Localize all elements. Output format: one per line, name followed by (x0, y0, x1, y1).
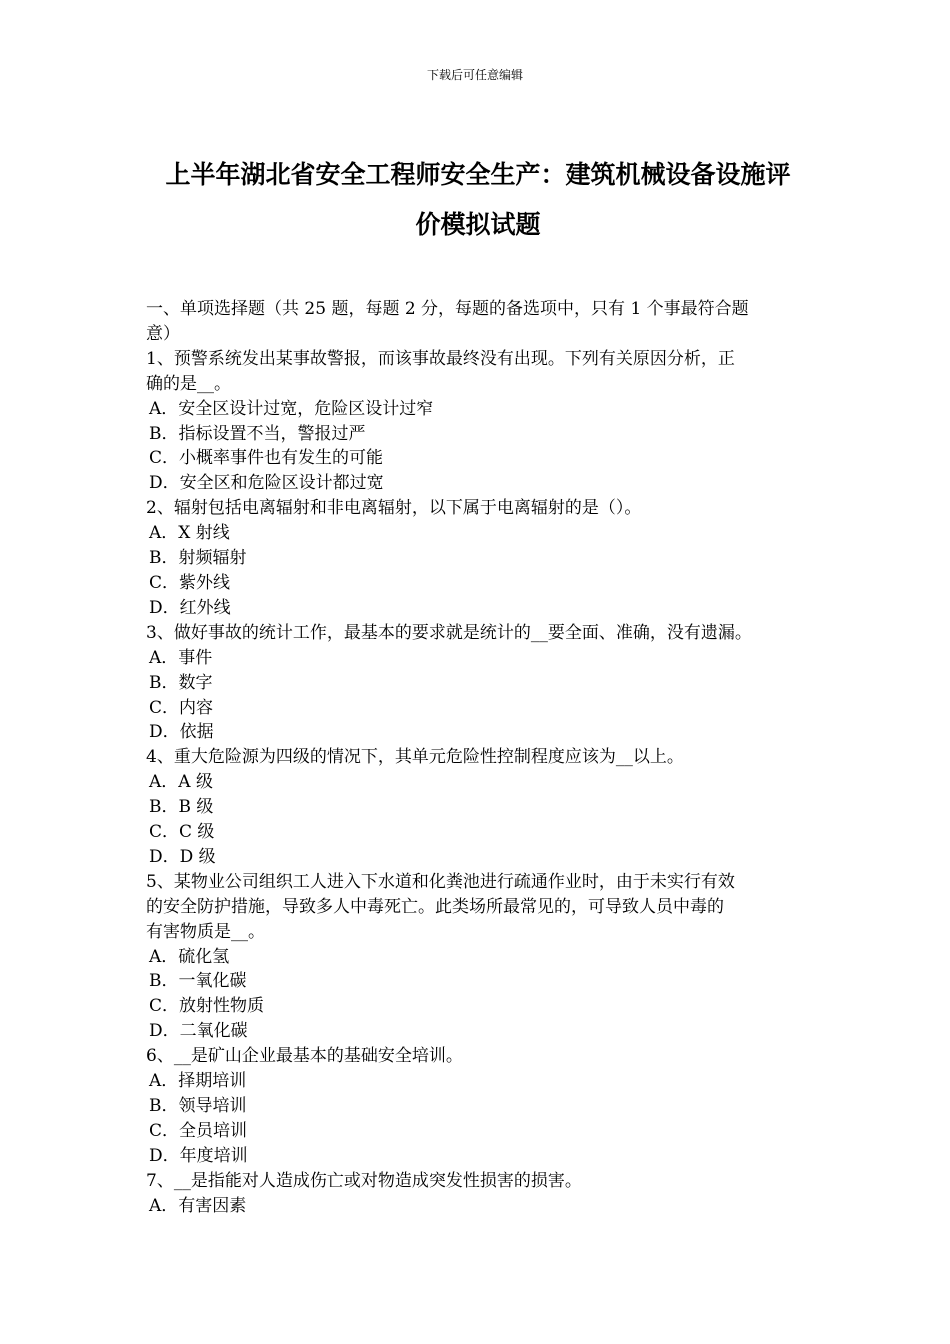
option-b: B．一氧化碳 (149, 971, 247, 992)
option-b: B．指标设置不当，警报过严 (149, 423, 366, 444)
option-d: D．年度培训 (149, 1145, 248, 1166)
option-a: A．有害因素 (149, 1195, 247, 1216)
option-c: C．C 级 (149, 822, 215, 843)
option-b: B．数字 (149, 672, 213, 693)
question-text-line: 1、预警系统发出某事故警报，而该事故最终没有出现。下列有关原因分析，正 (146, 348, 735, 369)
question-2 (146, 496, 816, 621)
header-note: 下载后可任意编辑 (426, 68, 523, 82)
option-d: D．安全区和危险区设计都过宽 (149, 473, 384, 494)
section-heading-line-2: 意） (146, 323, 180, 344)
option-a: A．安全区设计过宽，危险区设计过窄 (149, 398, 434, 419)
title-line-2: 价模拟试题 (415, 210, 541, 239)
question-6 (146, 1044, 816, 1169)
question-4 (146, 745, 816, 870)
section-heading-line-1: 一、单项选择题（共 25 题，每题 2 分，每题的备选项中，只有 1 个事最符合题 (146, 299, 749, 319)
option-a: A．硫化氢 (149, 946, 230, 967)
question-7 (146, 1169, 816, 1219)
option-c: C．放射性物质 (149, 996, 265, 1017)
question-text-line: 有害物质是__。 (146, 921, 265, 942)
question-text-line: 6、__是矿山企业最基本的基础安全培训。 (146, 1046, 463, 1067)
option-a: A．A 级 (149, 772, 213, 793)
option-a: A．择期培训 (149, 1071, 247, 1092)
option-b: B．射频辐射 (149, 548, 247, 569)
question-1 (146, 347, 816, 496)
option-b: B．B 级 (149, 797, 214, 818)
option-c: C．全员培训 (149, 1120, 248, 1141)
option-c: C．紫外线 (149, 572, 231, 593)
exam-content (146, 297, 816, 1219)
option-c: C．内容 (149, 697, 214, 718)
option-c: C．小概率事件也有发生的可能 (149, 448, 384, 469)
option-d: D．二氧化碳 (149, 1021, 248, 1042)
option-d: D．依据 (149, 722, 214, 743)
option-a: A．事件 (149, 647, 213, 668)
question-text-line: 4、重大危险源为四级的情况下，其单元危险性控制程度应该为__以上。 (146, 747, 684, 768)
title-line-1: 上半年湖北省安全工程师安全生产：建筑机械设备设施评 (165, 160, 791, 189)
question-text-line: 确的是__。 (146, 373, 231, 394)
option-d: D．D 级 (149, 846, 216, 867)
option-a: A．X 射线 (149, 523, 230, 544)
question-5 (146, 870, 816, 1044)
section-heading (146, 297, 816, 347)
question-text-line: 7、__是指能对人造成伤亡或对物造成突发性损害的损害。 (146, 1170, 582, 1191)
question-text-line: 的安全防护措施，导致多人中毒死亡。此类场所最常见的，可导致人员中毒的 (146, 896, 724, 917)
option-b: B．领导培训 (149, 1096, 247, 1116)
question-3 (146, 621, 816, 746)
question-text-line: 5、某物业公司组织工人进入下水道和化粪池进行疏通作业时，由于未实行有效 (146, 871, 735, 892)
question-text-line: 3、做好事故的统计工作，最基本的要求就是统计的__要全面、准确，没有遗漏。 (146, 622, 752, 643)
option-d: D．红外线 (149, 597, 231, 618)
question-text-line: 2、辐射包括电离辐射和非电离辐射，以下属于电离辐射的是（）。 (146, 498, 642, 519)
page-title (140, 150, 816, 250)
